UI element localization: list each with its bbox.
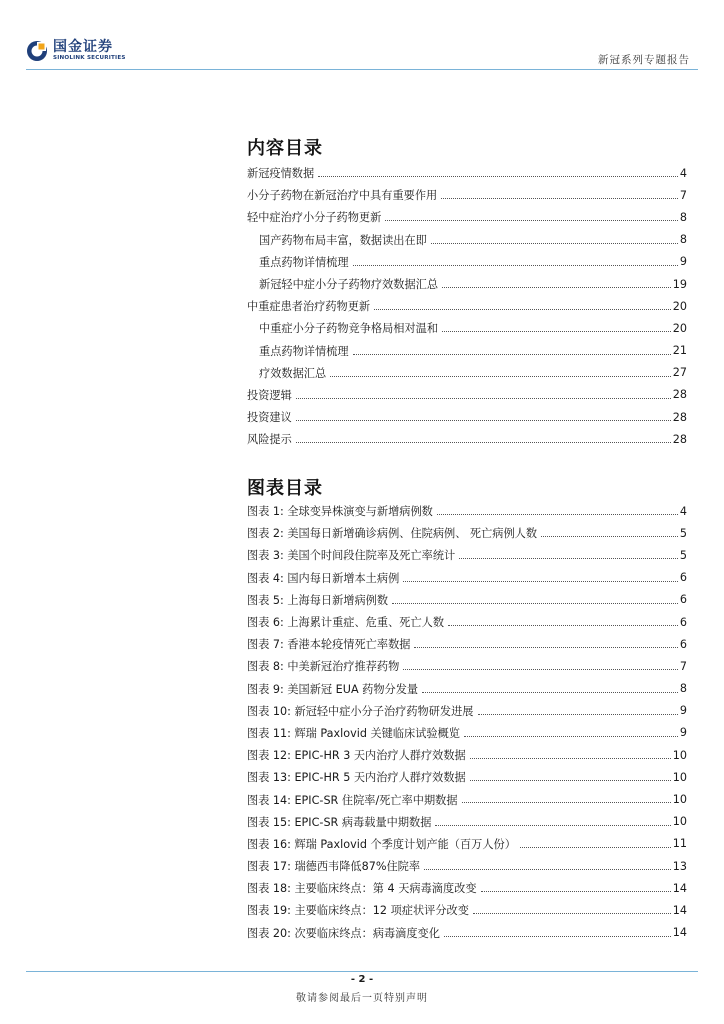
toc-entry-label: 中重症小分子药物竞争格局相对温和 (259, 322, 439, 336)
toc-entry[interactable] (247, 544, 687, 566)
toc-leader-dots (385, 206, 678, 228)
toc-leader-dots (403, 567, 678, 589)
content-toc-list (247, 162, 687, 450)
toc-entry-label: 图表 18: 主要临床终点：第 4 天病毒滴度改变 (247, 882, 477, 896)
toc-entry[interactable] (247, 384, 687, 406)
toc-entry[interactable] (247, 744, 687, 766)
toc-leader-dots (296, 428, 671, 450)
toc-leader-dots (318, 162, 678, 184)
footer-disclaimer: 敬请参阅最后一页特别声明 (296, 993, 428, 1004)
toc-entry-label: 重点药物详情梳理 (259, 344, 349, 358)
toc-entry-page: 9 (679, 704, 687, 718)
toc-leader-dots (444, 922, 671, 944)
toc-entry-page: 27 (672, 366, 687, 380)
toc-leader-dots (296, 406, 671, 428)
toc-entry-label: 小分子药物在新冠治疗中具有重要作用 (247, 189, 438, 203)
toc-entry-page: 9 (679, 255, 687, 269)
toc-entry[interactable] (247, 273, 687, 295)
toc-entry[interactable] (247, 788, 687, 810)
toc-entry[interactable] (247, 678, 687, 700)
toc-entry[interactable] (247, 877, 687, 899)
toc-entry-label: 投资逻辑 (247, 388, 292, 402)
page-number: - 2 - (350, 974, 374, 985)
toc-entry-label: 图表 20: 次要临床终点：病毒滴度变化 (247, 926, 440, 940)
toc-entry[interactable] (247, 567, 687, 589)
toc-entry-label: 疗效数据汇总 (259, 366, 327, 380)
toc-leader-dots (437, 500, 678, 522)
toc-entry-label: 图表 13: EPIC-HR 5 天内治疗人群疗效数据 (247, 771, 466, 785)
toc-entry[interactable] (247, 766, 687, 788)
toc-entry-page: 13 (672, 859, 687, 873)
toc-entry-label: 轻中症治疗小分子药物更新 (247, 211, 382, 225)
toc-entry-page: 20 (672, 299, 687, 313)
toc-entry[interactable] (247, 700, 687, 722)
toc-leader-dots (448, 611, 678, 633)
report-series-label: 新冠系列专题报告 (598, 54, 690, 66)
content-toc-title: 内容目录 (247, 138, 323, 159)
toc-entry[interactable] (247, 317, 687, 339)
toc-entry-page: 5 (679, 526, 687, 540)
toc-leader-dots (459, 544, 678, 566)
toc-leader-dots (470, 766, 671, 788)
toc-leader-dots (464, 722, 678, 744)
toc-entry[interactable] (247, 833, 687, 855)
toc-leader-dots (374, 295, 671, 317)
toc-leader-dots (403, 655, 678, 677)
toc-leader-dots (441, 184, 678, 206)
toc-entry-label: 图表 19: 主要临床终点：12 项症状评分改变 (247, 904, 469, 918)
toc-leader-dots (473, 899, 671, 921)
toc-leader-dots (481, 877, 671, 899)
toc-entry[interactable] (247, 722, 687, 744)
logo-english-name: SINOLINK SECURITIES (53, 55, 126, 62)
toc-entry[interactable] (247, 206, 687, 228)
toc-entry[interactable] (247, 362, 687, 384)
toc-leader-dots (392, 589, 678, 611)
toc-entry-page: 20 (672, 321, 687, 335)
toc-entry-label: 国产药物布局丰富，数据读出在即 (259, 233, 427, 247)
toc-entry-label: 图表 10: 新冠轻中症小分子治疗药物研发进展 (247, 704, 474, 718)
toc-leader-dots (478, 700, 678, 722)
toc-entry[interactable] (247, 811, 687, 833)
toc-entry-label: 图表 9: 美国新冠 EUA 药物分发量 (247, 682, 419, 696)
toc-entry[interactable] (247, 229, 687, 251)
page-header (0, 0, 724, 80)
toc-entry[interactable] (247, 340, 687, 362)
toc-entry-label: 图表 14: EPIC-SR 住院率/死亡率中期数据 (247, 793, 458, 807)
toc-entry[interactable] (247, 500, 687, 522)
toc-entry-label: 图表 17: 瑞德西韦降低87%住院率 (247, 860, 421, 874)
toc-entry-label: 中重症患者治疗药物更新 (247, 300, 371, 314)
toc-entry-label: 风险提示 (247, 433, 292, 447)
toc-entry[interactable] (247, 655, 687, 677)
toc-entry-page: 10 (672, 748, 687, 762)
toc-entry[interactable] (247, 251, 687, 273)
toc-leader-dots (431, 229, 678, 251)
toc-leader-dots (520, 833, 671, 855)
toc-entry-label: 图表 15: EPIC-SR 病毒载量中期数据 (247, 815, 432, 829)
toc-entry-page: 14 (672, 881, 687, 895)
toc-entry-page: 4 (679, 504, 687, 518)
toc-entry-label: 图表 16: 辉瑞 Paxlovid 个季度计划产能（百万人份） (247, 837, 516, 851)
sinolink-logo-icon (26, 40, 48, 62)
toc-entry[interactable] (247, 855, 687, 877)
toc-entry[interactable] (247, 589, 687, 611)
toc-entry-label: 图表 7: 香港本轮疫情死亡率数据 (247, 638, 411, 652)
toc-entry[interactable] (247, 899, 687, 921)
toc-entry-label: 图表 4: 国内每日新增本土病例 (247, 571, 400, 585)
toc-entry-page: 28 (672, 410, 687, 424)
toc-entry[interactable] (247, 162, 687, 184)
toc-entry-label: 图表 11: 辉瑞 Paxlovid 关键临床试验概览 (247, 726, 460, 740)
toc-leader-dots (353, 251, 678, 273)
toc-entry-page: 10 (672, 815, 687, 829)
toc-entry-page: 28 (672, 388, 687, 402)
toc-entry-page: 8 (679, 682, 687, 696)
toc-leader-dots (470, 744, 671, 766)
toc-leader-dots (422, 678, 678, 700)
toc-entry-page: 6 (679, 593, 687, 607)
toc-entry[interactable] (247, 522, 687, 544)
toc-entry-page: 8 (679, 210, 687, 224)
toc-entry-label: 图表 1: 全球变异株演变与新增病例数 (247, 505, 433, 519)
toc-leader-dots (353, 340, 671, 362)
logo-chinese-name: 国金证券 (53, 39, 113, 56)
toc-leader-dots (442, 317, 671, 339)
toc-entry-page: 8 (679, 233, 687, 247)
toc-entry[interactable] (247, 922, 687, 944)
toc-leader-dots (296, 384, 671, 406)
toc-entry-label: 新冠轻中症小分子药物疗效数据汇总 (259, 278, 439, 292)
toc-entry-page: 5 (679, 548, 687, 562)
toc-leader-dots (442, 273, 671, 295)
figure-toc-title: 图表目录 (247, 478, 323, 499)
toc-entry[interactable] (247, 184, 687, 206)
toc-entry-page: 19 (672, 277, 687, 291)
toc-entry-page: 7 (679, 188, 687, 202)
toc-entry-label: 图表 8: 中美新冠治疗推荐药物 (247, 660, 400, 674)
toc-entry-label: 投资建议 (247, 411, 292, 425)
toc-entry-label: 图表 12: EPIC-HR 3 天内治疗人群疗效数据 (247, 749, 466, 763)
toc-entry[interactable] (247, 428, 687, 450)
toc-entry-label: 图表 5: 上海每日新增病例数 (247, 593, 389, 607)
toc-entry[interactable] (247, 611, 687, 633)
toc-entry-label: 图表 2: 美国每日新增确诊病例、住院病例、 死亡病例人数 (247, 527, 538, 541)
figure-toc-list (247, 500, 687, 944)
toc-leader-dots (541, 522, 678, 544)
toc-leader-dots (424, 855, 671, 877)
toc-entry-page: 6 (679, 615, 687, 629)
toc-entry-label: 图表 6: 上海累计重症、危重、死亡人数 (247, 616, 445, 630)
toc-entry-page: 28 (672, 432, 687, 446)
toc-entry-page: 14 (672, 903, 687, 917)
toc-entry-page: 10 (672, 770, 687, 784)
toc-entry-page: 6 (679, 571, 687, 585)
header-divider (26, 69, 698, 70)
company-logo (26, 40, 126, 62)
toc-entry-page: 21 (672, 344, 687, 358)
toc-entry-page: 9 (679, 726, 687, 740)
toc-leader-dots (414, 633, 677, 655)
toc-entry-page: 14 (672, 926, 687, 940)
toc-entry-page: 7 (679, 659, 687, 673)
toc-entry-label: 重点药物详情梳理 (259, 255, 349, 269)
toc-entry-page: 10 (672, 793, 687, 807)
toc-leader-dots (462, 788, 671, 810)
toc-entry[interactable] (247, 406, 687, 428)
toc-entry-page: 6 (679, 637, 687, 651)
toc-entry[interactable] (247, 295, 687, 317)
toc-entry-page: 11 (672, 837, 687, 851)
toc-leader-dots (435, 811, 670, 833)
toc-leader-dots (330, 362, 671, 384)
toc-entry-page: 4 (679, 166, 687, 180)
toc-entry-label: 新冠疫情数据 (247, 167, 315, 181)
footer-divider (26, 971, 698, 972)
toc-entry[interactable] (247, 633, 687, 655)
toc-entry-label: 图表 3: 美国个时间段住院率及死亡率统计 (247, 549, 456, 563)
